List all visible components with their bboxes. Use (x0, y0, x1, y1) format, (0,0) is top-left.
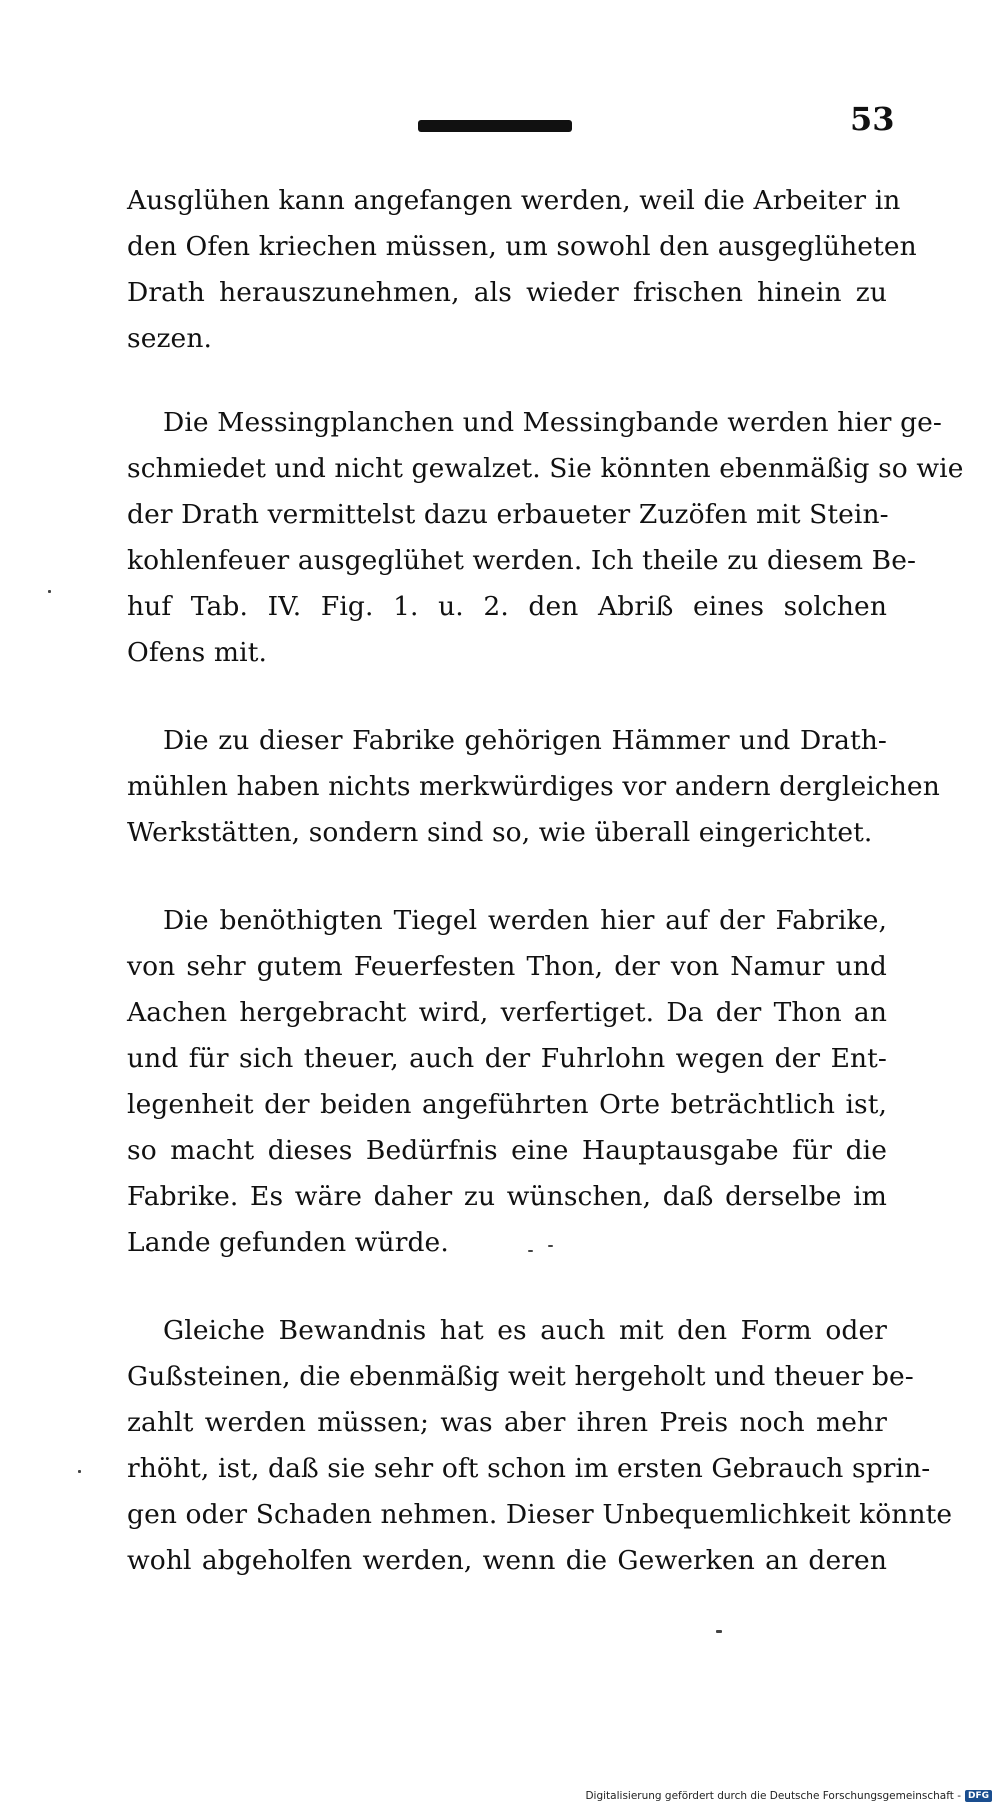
text-line: Aachen hergebracht wird, verfertiget. Da der Thon an (127, 997, 887, 1028)
text-line: zahlt werden müssen; was aber ihren Preis noch mehr (127, 1407, 887, 1438)
text-line: kohlenfeuer ausgeglühet werden. Ich theile zu diesem Be- (127, 545, 917, 576)
text-line: legenheit der beiden angeführten Orte beträchtlich ist, (127, 1089, 887, 1120)
digitization-credit (585, 1790, 992, 1802)
text-line: Die benöthigten Tiegel werden hier auf der Fabrike, (163, 905, 887, 936)
paragraph-5 (127, 1308, 953, 1584)
scan-speck (548, 1245, 553, 1247)
scan-speck (528, 1250, 533, 1252)
text-line: rhöht, ist, daß sie sehr oft schon im ersten Gebrauch sprin- (127, 1453, 931, 1484)
paragraph-2 (127, 400, 964, 676)
scan-speck (78, 1470, 81, 1473)
scan-speck (716, 1630, 722, 1633)
text-line: sezen. (127, 323, 213, 354)
paragraph-4 (127, 898, 887, 1266)
text-line: Drath herauszunehmen, als wieder frischen hinein zu (127, 277, 887, 308)
text-line: Ausglühen kann angefangen werden, weil die Arbeiter in (127, 185, 901, 216)
text-line: Ofens mit. (127, 637, 267, 668)
credit-text: Digitalisierung gefördert durch die Deutsche Forschungsgemeinschaft - (585, 1790, 961, 1802)
header-rule (418, 120, 572, 132)
text-line: mühlen haben nichts merkwürdiges vor andern dergleichen (127, 771, 940, 802)
text-line: der Drath vermittelst dazu erbaueter Zuzöfen mit Stein- (127, 499, 889, 530)
text-line: wohl abgeholfen werden, wenn die Gewerken an deren (127, 1545, 887, 1576)
text-line: den Ofen kriechen müssen, um sowohl den ausgeglüheten (127, 231, 917, 262)
text-line: gen oder Schaden nehmen. Dieser Unbequemlichkeit könnte (127, 1499, 953, 1530)
text-line: so macht dieses Bedürfnis eine Hauptausgabe für die (127, 1135, 887, 1166)
text-line: Die zu dieser Fabrike gehörigen Hämmer und Drath- (163, 725, 887, 756)
text-line: huf Tab. IV. Fig. 1. u. 2. den Abriß eines solchen (127, 591, 887, 622)
text-line: von sehr gutem Feuerfesten Thon, der von Namur und (127, 951, 887, 982)
text-line: Gleiche Bewandnis hat es auch mit den Form oder (163, 1315, 887, 1346)
paragraph-1 (127, 178, 917, 362)
text-line: Fabrike. Es wäre daher zu wünschen, daß derselbe im (127, 1181, 887, 1212)
scan-speck (48, 590, 51, 593)
paragraph-3 (127, 718, 940, 856)
text-line: schmiedet und nicht gewalzet. Sie könnten ebenmäßig so wie (127, 453, 964, 484)
text-line: Gußsteinen, die ebenmäßig weit hergeholt und theuer be- (127, 1361, 914, 1392)
dfg-logo: DFG (965, 1790, 992, 1802)
text-line: Lande gefunden würde. (127, 1227, 449, 1258)
text-line: und für sich theuer, auch der Fuhrlohn wegen der Ent- (127, 1043, 887, 1074)
page-number: 53 (850, 100, 895, 138)
text-line: Werkstätten, sondern sind so, wie überall eingerichtet. (127, 817, 873, 848)
text-line: Die Messingplanchen und Messingbande werden hier ge- (163, 407, 942, 438)
